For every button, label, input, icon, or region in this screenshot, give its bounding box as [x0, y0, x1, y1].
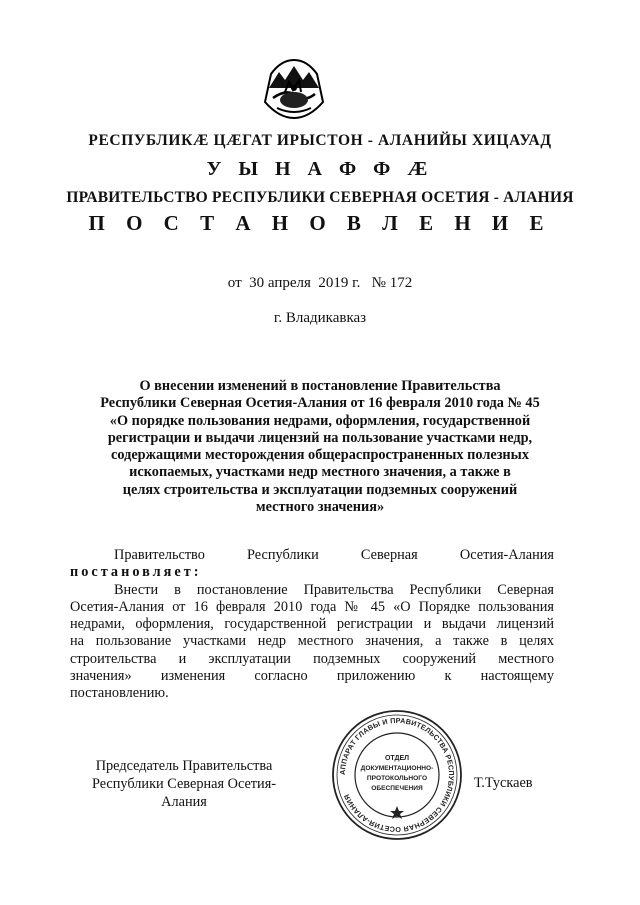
title-line: Республики Северная Осетия-Алания от 16 февраля 2010 года № 45 — [100, 395, 540, 412]
body-line: Осетия-Алания от 16 февраля 2010 года № 45 «О Порядке пользования — [70, 598, 554, 615]
body-line: на пользование участками недр местного значения, а также в целях — [70, 633, 554, 650]
stamp-inner-text: ОТДЕЛ — [384, 755, 410, 762]
government-heading: ПРАВИТЕЛЬСТВО РЕСПУБЛИКИ СЕВЕРНАЯ ОСЕТИЯ - АЛАНИЯ — [66, 189, 574, 206]
body-line: строительства и эксплуатации подземных сооружений местного — [70, 650, 554, 667]
ossetian-republic-heading: РЕСПУБЛИКÆ ЦÆГАТ ИРЫСТОН - АЛАНИЙЫ ХИЦАУАД — [88, 132, 552, 149]
title-line: ископаемых, участками недр местного значения, а также в — [129, 464, 511, 481]
stamp-inner-text: ОБЕСПЕЧЕНИЯ — [371, 785, 423, 792]
body-line: значения» изменения согласно приложению к настоящему — [70, 668, 554, 685]
title-line: регистрации и выдачи лицензий на пользование участками недр, — [107, 429, 533, 446]
resolution-title — [70, 378, 570, 516]
body-intro-line: Правительство Республики Северная Осетия-Алания — [114, 547, 554, 563]
signatory-position-line: Республики Северная Осетия-Алания — [91, 776, 277, 810]
resolution-heading: П О С Т А Н О В Л Е Н И Е — [88, 211, 552, 235]
document-date-number: от 30 апреля 2019 г. № 172 — [227, 275, 413, 291]
stamp-inner-text: ПРОТОКОЛЬНОГО — [366, 775, 428, 782]
title-line: содержащими месторождения общераспространенных полезных — [111, 447, 529, 464]
document-city: г. Владикавказ — [273, 310, 367, 326]
ossetian-resolution-heading: У Ы Н А Ф Ф Æ — [206, 158, 434, 180]
body-decides-line — [70, 564, 554, 581]
signatory-position-line: Председатель Правительства — [95, 758, 273, 774]
signatory-position — [74, 757, 294, 811]
body-line: Внести в постановление Правительства Республики Северная — [114, 581, 554, 598]
body-line-last: постановлению. — [70, 685, 169, 702]
official-stamp — [330, 708, 464, 842]
title-line: «О порядке пользования недрами, оформления, государственной — [109, 412, 531, 429]
decides-word: постановляет: — [70, 564, 202, 581]
resolution-body — [70, 547, 554, 703]
coat-of-arms-icon — [259, 58, 329, 120]
signatory-name: Т.Тускаев — [474, 775, 533, 791]
title-line: целях строительства и эксплуатации подземных сооружений — [122, 481, 518, 498]
title-line: О внесении изменений в постановление Правительства — [139, 378, 501, 394]
body-line: недрами, оформления, государственной регистрации и выдачи лицензий — [70, 616, 554, 633]
stamp-seal-icon — [330, 708, 464, 842]
title-line: местного значения» — [255, 499, 385, 516]
coat-of-arms-emblem — [259, 58, 329, 120]
stamp-inner-text: ДОКУМЕНТАЦИОННО- — [360, 765, 434, 772]
stamp-ring-text: АППАРАТ ГЛАВЫ И ПРАВИТЕЛЬСТВА РЕСПУБЛИКИ СЕВЕРНАЯ ОСЕТИЯ-АЛАНИЯ — [337, 715, 457, 835]
